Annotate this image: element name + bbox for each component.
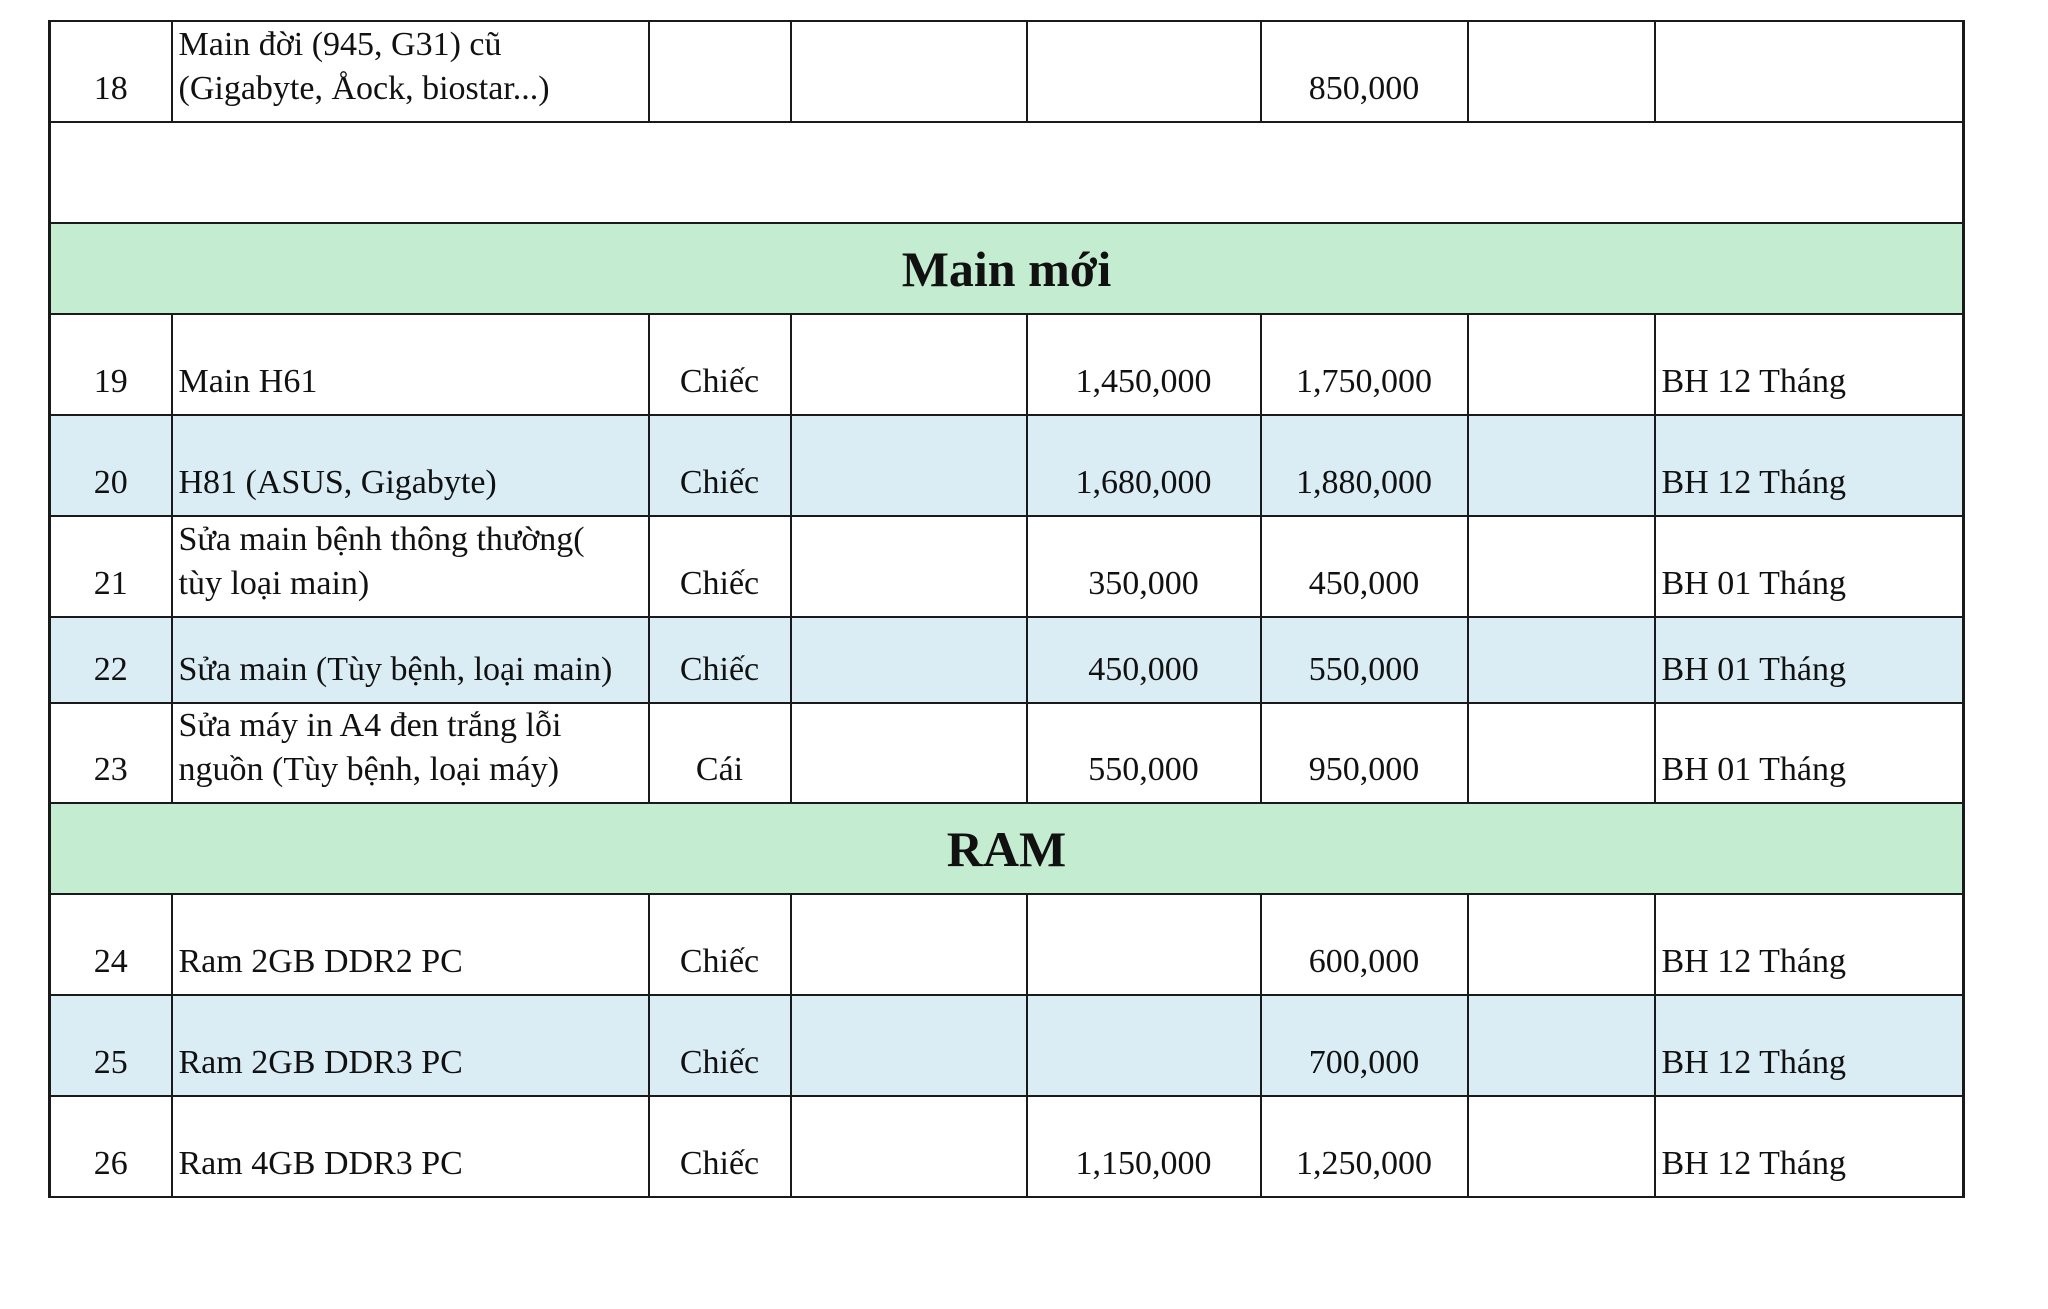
unit-cell: Chiếc [649, 516, 791, 617]
price-cell-2: 1,880,000 [1261, 415, 1468, 516]
empty-cell [791, 314, 1027, 415]
row-number: 19 [50, 314, 172, 415]
empty-cell [1468, 894, 1655, 995]
product-name-line: tùy loại main) [178, 565, 370, 602]
row-number: 23 [50, 703, 172, 803]
empty-cell [791, 894, 1027, 995]
empty-cell [791, 415, 1027, 516]
price-cell-1 [1027, 995, 1261, 1096]
row-number: 24 [50, 894, 172, 995]
row-number: 21 [50, 516, 172, 617]
empty-cell [791, 516, 1027, 617]
price-table [48, 20, 1965, 1198]
product-name: Sửa main (Tùy bệnh, loại main) [172, 617, 649, 703]
price-cell-1: 1,450,000 [1027, 314, 1261, 415]
unit-cell [649, 21, 791, 122]
section-header-row [50, 803, 1964, 894]
unit-cell: Chiếc [649, 894, 791, 995]
product-name: Ram 4GB DDR3 PC [172, 1096, 649, 1197]
blank-cell [50, 122, 1964, 223]
product-name [172, 703, 649, 803]
product-name-line: (Gigabyte, Åock, biostar...) [178, 70, 550, 107]
warranty-cell: BH 12 Tháng [1655, 415, 1964, 516]
product-name: Ram 2GB DDR3 PC [172, 995, 649, 1096]
warranty-cell: BH 01 Tháng [1655, 617, 1964, 703]
price-cell-2: 600,000 [1261, 894, 1468, 995]
product-name-line: nguồn (Tùy bệnh, loại máy) [178, 751, 560, 788]
warranty-cell: BH 12 Tháng [1655, 995, 1964, 1096]
price-cell-1: 550,000 [1027, 703, 1261, 803]
product-name [172, 516, 649, 617]
table-row [50, 21, 1964, 122]
empty-cell [791, 1096, 1027, 1197]
table-row [50, 516, 1964, 617]
product-name-line: Sửa máy in A4 đen trắng lỗi [178, 707, 562, 744]
table-row [50, 617, 1964, 703]
price-cell-2: 450,000 [1261, 516, 1468, 617]
price-cell-2: 850,000 [1261, 21, 1468, 122]
unit-cell: Chiếc [649, 617, 791, 703]
empty-cell [791, 21, 1027, 122]
row-number: 18 [50, 21, 172, 122]
empty-cell [791, 617, 1027, 703]
price-cell-2: 1,250,000 [1261, 1096, 1468, 1197]
product-name [172, 21, 649, 122]
empty-cell [1468, 703, 1655, 803]
warranty-cell [1655, 21, 1964, 122]
price-cell-1: 1,680,000 [1027, 415, 1261, 516]
empty-cell [1468, 1096, 1655, 1197]
warranty-cell: BH 01 Tháng [1655, 703, 1964, 803]
price-cell-1 [1027, 21, 1261, 122]
product-name: Ram 2GB DDR2 PC [172, 894, 649, 995]
row-number: 26 [50, 1096, 172, 1197]
price-cell-2: 550,000 [1261, 617, 1468, 703]
empty-cell [791, 703, 1027, 803]
table-row [50, 894, 1964, 995]
product-name: H81 (ASUS, Gigabyte) [172, 415, 649, 516]
unit-cell: Cái [649, 703, 791, 803]
price-cell-2: 700,000 [1261, 995, 1468, 1096]
section-title-ram: RAM [50, 803, 1964, 894]
product-name: Main H61 [172, 314, 649, 415]
warranty-cell: BH 12 Tháng [1655, 1096, 1964, 1197]
unit-cell: Chiếc [649, 1096, 791, 1197]
warranty-cell: BH 12 Tháng [1655, 314, 1964, 415]
section-header-row [50, 223, 1964, 314]
unit-cell: Chiếc [649, 314, 791, 415]
table-row [50, 415, 1964, 516]
table-row [50, 995, 1964, 1096]
price-cell-2: 1,750,000 [1261, 314, 1468, 415]
warranty-cell: BH 12 Tháng [1655, 894, 1964, 995]
empty-cell [1468, 21, 1655, 122]
table-row [50, 1096, 1964, 1197]
row-number: 25 [50, 995, 172, 1096]
blank-row [50, 122, 1964, 223]
empty-cell [1468, 314, 1655, 415]
empty-cell [1468, 617, 1655, 703]
warranty-cell: BH 01 Tháng [1655, 516, 1964, 617]
table-row [50, 314, 1964, 415]
product-name-line: Main đời (945, G31) cũ [178, 26, 502, 63]
section-title-main-moi: Main mới [50, 223, 1964, 314]
empty-cell [1468, 516, 1655, 617]
unit-cell: Chiếc [649, 415, 791, 516]
product-name-line: Sửa main bệnh thông thường( [178, 521, 585, 558]
price-cell-1 [1027, 894, 1261, 995]
price-cell-1: 350,000 [1027, 516, 1261, 617]
price-cell-1: 1,150,000 [1027, 1096, 1261, 1197]
price-cell-2: 950,000 [1261, 703, 1468, 803]
price-cell-1: 450,000 [1027, 617, 1261, 703]
row-number: 20 [50, 415, 172, 516]
empty-cell [1468, 995, 1655, 1096]
unit-cell: Chiếc [649, 995, 791, 1096]
table-row [50, 703, 1964, 803]
empty-cell [791, 995, 1027, 1096]
row-number: 22 [50, 617, 172, 703]
empty-cell [1468, 415, 1655, 516]
